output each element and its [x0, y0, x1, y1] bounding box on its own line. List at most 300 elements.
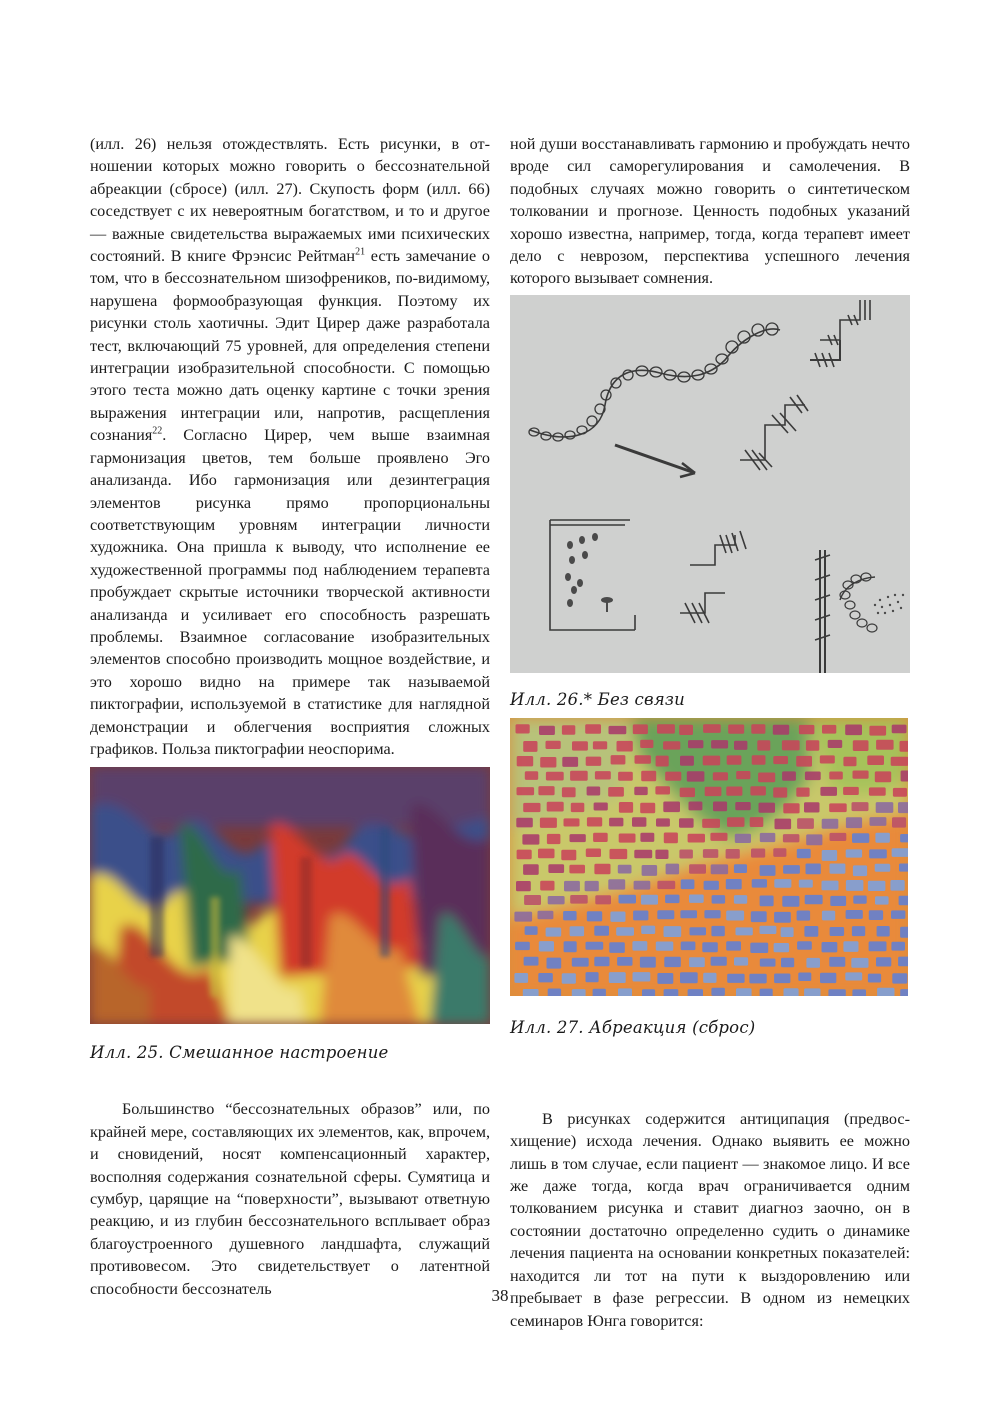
page-number: 38 [491, 1286, 509, 1305]
mosaic-tile [681, 942, 696, 951]
mosaic-tile [830, 896, 846, 906]
mosaic-tile [619, 895, 637, 904]
mosaic-tile [593, 989, 606, 996]
mosaic-tile [711, 740, 728, 748]
mosaic-tile [893, 788, 907, 797]
mosaic-tile [664, 833, 678, 844]
mosaic-tile [594, 864, 610, 875]
mosaic-tile [657, 724, 675, 733]
mosaic-tile [586, 849, 601, 858]
mosaic-tile [822, 725, 836, 734]
mosaic-tile [618, 772, 633, 781]
paragraph: В рисунках содержится антиципация (предвосхищение) исхода лечения. Однако выявить ее можно лишь в том случае, если пациент — знакомое лицо. И все же даже тогда, когда врач ограничивается одним толкованием рисунка и ставит диагноз заочно, он в состоянии достаточно определенно судить о динамике лечения пациента на основании конкретных показателей: находится ли тот на пути к выздоровлению или пребывает в фазе регрессии. В одном из немецких семинаров Юнга говорится: [510, 1109, 910, 1330]
mosaic-tile [632, 817, 646, 827]
mosaic-tile [877, 988, 894, 996]
mosaic-tile [774, 943, 790, 952]
mosaic-tile [891, 942, 905, 951]
mosaic-tile [524, 957, 539, 966]
mosaic-tile [572, 741, 588, 750]
mosaic-tile [853, 771, 869, 779]
mosaic-tile [784, 988, 799, 996]
mosaic-tile [752, 879, 767, 888]
mosaic-tile [517, 756, 534, 766]
mosaic-tile [595, 771, 611, 779]
mosaic-tile [852, 833, 869, 843]
mosaic-tile [798, 973, 811, 982]
mosaic-tile [641, 895, 658, 905]
mosaic-tile [781, 958, 794, 968]
mosaic-tile [594, 803, 608, 811]
mosaic-tile [546, 928, 562, 937]
mosaic-tile [846, 849, 862, 857]
mosaic-tile [853, 740, 869, 751]
mosaic-tile [562, 973, 576, 983]
mosaic-tile [900, 927, 908, 938]
mosaic-tile [656, 942, 674, 951]
mosaic-tile [806, 864, 821, 875]
mosaic-tile [750, 817, 764, 827]
mosaic-tile [687, 771, 705, 781]
mosaic-tile [564, 941, 577, 952]
mosaic-tile [680, 756, 694, 766]
mosaic-tile [828, 989, 845, 996]
mosaic-tile [867, 756, 884, 766]
mosaic-tile [782, 740, 800, 750]
mosaic-tile [869, 726, 886, 736]
mosaic-tile [734, 864, 747, 873]
mosaic-tile [594, 957, 609, 967]
mosaic-tile [634, 787, 647, 795]
mosaic-tile [665, 895, 679, 904]
mosaic-tile [633, 972, 651, 981]
mosaic-tile [570, 771, 588, 781]
mosaic-tile [523, 864, 539, 875]
mosaic-tile [657, 881, 675, 889]
mosaic-tile [561, 850, 576, 861]
illustration-25 [90, 767, 490, 1024]
mosaic-tile [656, 818, 670, 826]
mosaic-tile [774, 912, 791, 923]
mosaic-tile [689, 802, 703, 811]
mosaic-tile [822, 881, 839, 891]
mosaic-tile [569, 865, 585, 874]
mosaic-tile [774, 974, 790, 984]
mosaic-tile [843, 757, 856, 767]
mosaic-tile [548, 896, 565, 904]
paragraph: (илл. 26) нельзя отождествлять. Есть рисунки, в отношении которых можно говорить о бессознательной абреакции (сбросе) (илл. 27). Скупость форм (илл. 66) соседствует с их невероятным богатством, и то и другое — важные свидетельства выражаемых ими психических состояний. В книге Фрэнсис Рейтман$^{21}$ есть замечание о том, что в бессознательном шизофреников, по-видимому, нарушена формообразующая функция. Поэтому их рисунки столь хаотичны. Эдит Цирер даже разработала тест, включающий 75 уровней, для определения степени интеграции изобразительной способности. С помощью этого теста можно дать оценку картине с точки зрения выражения интеграции или, напротив, расщепления сознания$^{22}$. Согласно Цирер, чем выше взаимная гармонизация цветов, тем больше проявлено Эго анализанда. Ибо гармонизация или дезинтеграция элементов рисунка прямо пропорциональны соответствующим уровням интеграции личности художника. Она пришла к выводу, что исполнение ее художественной программы под наблюдением терапевта пробуждает скрытые источники творческой активности анализанда и усиливает его способность разрешать проблемы. Взаимное согласование изобразительных элементов способно производить мощное воздействие, и это хорошо видно на примере так называемой пиктографии, используемой в статистике для наглядной демонстрации и облегчения восприятия сложных графиков. Польза пиктографии неоспорима. [90, 135, 490, 758]
mosaic-tile [727, 974, 744, 983]
mosaic-tile [892, 817, 906, 827]
mosaic-tile [783, 803, 799, 813]
mosaic-tile [618, 865, 632, 874]
mosaic-tile [899, 896, 908, 906]
mosaic-tile [734, 957, 748, 965]
mosaic-tile [797, 911, 811, 921]
mosaic-tile [633, 911, 648, 921]
mosaic-tile [805, 772, 821, 781]
mosaic-tile [666, 864, 680, 875]
mosaic-tile [782, 771, 796, 780]
mosaic-tile [562, 725, 575, 735]
mosaic-tile [593, 833, 608, 842]
mosaic-tile [609, 972, 626, 983]
mosaic-tile [523, 741, 537, 752]
mosaic-tile [869, 941, 887, 951]
mosaic-tile [751, 911, 767, 922]
mosaic-tile [586, 942, 604, 950]
watercolor-painting [90, 767, 490, 1024]
mosaic-tile [806, 740, 819, 751]
mosaic-tile [806, 958, 820, 968]
mosaic-tile [845, 725, 862, 736]
mosaic-tile [642, 989, 655, 996]
mosaic-tile [689, 864, 706, 873]
mosaic-tile [891, 757, 908, 766]
mosaic-tile [690, 927, 707, 935]
mosaic-tile [736, 988, 752, 996]
mosaic-tile [703, 756, 721, 766]
mosaic-tile [774, 879, 791, 888]
mosaic-tile [797, 818, 814, 829]
mosaic-tile [736, 927, 753, 935]
mosaic-tile [679, 850, 693, 859]
mosaic-tile [704, 910, 720, 918]
mosaic-tile [758, 773, 775, 783]
mosaic-tile [515, 942, 530, 950]
mosaic-tile [594, 926, 609, 936]
mosaic-tile [734, 741, 747, 750]
mosaic-tile [853, 865, 867, 876]
mosaic-tile [679, 818, 694, 828]
mosaic-tile [822, 819, 839, 829]
mosaic-tile [853, 896, 866, 904]
mosaic-tile [750, 786, 766, 795]
illustration-27 [510, 718, 908, 996]
mosaic-tile [891, 910, 905, 919]
mosaic-tile [711, 926, 724, 936]
mosaic-tile [616, 927, 634, 936]
mosaic-tile [869, 910, 883, 920]
mosaic-tile [843, 941, 858, 952]
mosaic-tile [619, 834, 636, 843]
mosaic-tile [585, 724, 601, 734]
mosaic-tile [547, 802, 564, 812]
mosaic-tile [726, 879, 742, 889]
mosaic-tile [641, 771, 656, 782]
mosaic-tile [539, 726, 555, 735]
footnote-ref-22[interactable]: 22 [152, 425, 163, 437]
mosaic-tile [799, 725, 815, 734]
mosaic-tile [640, 740, 653, 748]
mosaic-tile [898, 957, 908, 967]
mosaic-tile [898, 802, 908, 813]
mosaic-tile [735, 802, 750, 810]
mosaic-tile [546, 772, 564, 781]
mosaic-tile [877, 926, 890, 937]
mosaic-tile [843, 787, 859, 795]
mosaic-tile [540, 818, 557, 828]
mosaic-tile [608, 879, 625, 889]
mosaic-tile [538, 786, 554, 795]
mosaic-tile [736, 771, 750, 779]
mosaic-tile [752, 755, 766, 765]
mosaic-tile [538, 911, 554, 920]
mosaic-tile [617, 741, 633, 752]
mosaic-tile [522, 834, 539, 844]
mosaic-tile [632, 941, 647, 951]
mosaic-tile [806, 834, 822, 845]
mosaic-tile [540, 881, 554, 891]
mosaic-tile [611, 755, 626, 764]
mosaic-tile [727, 817, 745, 827]
mosaic-tile [564, 881, 580, 892]
mosaic-tile [562, 757, 578, 767]
mosaic-tile [799, 880, 813, 888]
mosaic-tile [830, 927, 845, 936]
mosaic-tile [711, 988, 725, 996]
mosaic-tile [726, 911, 744, 921]
mosaic-tile [663, 741, 680, 749]
mosaic-tile [688, 834, 705, 843]
illustration-26 [510, 295, 910, 673]
mosaic-tile [820, 973, 836, 983]
mosaic-tile [728, 725, 744, 734]
mosaic-tile [899, 864, 908, 872]
mosaic-tile [679, 725, 693, 735]
mosaic-tile [760, 989, 773, 996]
mosaic-tile [525, 771, 538, 780]
mosaic-tile [546, 741, 561, 749]
mosaic-tile [726, 787, 742, 796]
mosaic-tile [735, 834, 751, 843]
mosaic-tile [760, 896, 774, 907]
mosaic-tile [516, 881, 531, 891]
mosaic-tile [657, 910, 674, 919]
mosaic-tile [711, 957, 727, 966]
mosaic-tile [775, 819, 792, 830]
paragraph: ной души восстанавливать гармонию и пробуждать нечто вроде сил саморегулирования и самолечения. В подобных случаях можно говорить о синтетическом толковании и прогнозе. Ценность подобных указаний хорошо известна, например, тогда, когда терапевт имеет дело с неврозом, перспектива успешного лечения которого вызывает сомнения. [510, 135, 910, 288]
mosaic-tile [713, 802, 727, 812]
mosaic-tile [514, 973, 528, 983]
mosaic-tile [892, 848, 908, 857]
mosaic-tile [804, 926, 818, 937]
mosaic-tile [680, 972, 698, 983]
mosaic-tile [540, 757, 556, 768]
mosaic-tile [900, 989, 908, 996]
mosaic-tile [797, 941, 812, 950]
mosaic-tile [875, 833, 890, 843]
mosaic-tile [876, 802, 894, 813]
mosaic-tile [688, 989, 703, 996]
mosaic-tile [702, 942, 718, 952]
mosaic-tile [796, 788, 809, 797]
mosaic-tile [876, 740, 894, 750]
mosaic-tile [868, 974, 881, 983]
mosaic-tile [664, 926, 682, 937]
mosaic-tile [571, 803, 585, 812]
figure-caption-26: Илл. 26.* Без связи [510, 690, 685, 709]
mosaic-tile [617, 957, 632, 966]
mosaic-tile [782, 896, 799, 907]
mosaic-tile [547, 834, 561, 844]
figure-caption-27: Илл. 27. Абреакция (сброс) [510, 1018, 756, 1037]
mosaic-tile [570, 895, 588, 904]
mosaic-tile [727, 755, 742, 764]
mosaic-tile [713, 772, 728, 780]
mosaic-tile [587, 787, 601, 796]
mosaic-tile [665, 772, 681, 781]
mosaic-tile [539, 941, 554, 951]
mosaic-tile [829, 772, 843, 780]
mosaic-tile [703, 849, 718, 858]
mosaic-tile [734, 895, 747, 904]
mosaic-tile [642, 865, 658, 876]
mosaic-tile [640, 803, 655, 814]
mosaic-tile [547, 958, 562, 969]
mosaic-tile [524, 895, 541, 905]
mosaic-tile [680, 910, 697, 918]
mosaic-tile [760, 833, 776, 842]
mosaic-tile [869, 787, 886, 795]
mosaic-tile [609, 942, 625, 953]
mosaic-tile [892, 725, 907, 734]
mosaic-tile [640, 957, 656, 968]
left-column [90, 133, 490, 1300]
mosaic-tile [703, 973, 716, 983]
mosaic-tile [796, 756, 812, 767]
mosaic-tile [610, 849, 628, 859]
mosaic-tile [869, 849, 887, 858]
mosaic-tile [892, 973, 907, 983]
mosaic-tile [870, 817, 887, 826]
footnote-ref-21[interactable]: 21 [355, 246, 366, 258]
mosaic-tile [619, 802, 633, 813]
mosaic-tile [773, 756, 788, 764]
mosaic-tile [773, 787, 787, 797]
mosaic-tile [829, 957, 845, 967]
mosaic-tile [586, 757, 602, 766]
mosaic-tile [820, 787, 837, 796]
mosaic-tile [712, 895, 726, 904]
mosaic-tile [726, 849, 740, 859]
mosaic-tile [783, 834, 800, 842]
mosaic-tile [773, 725, 789, 735]
mosaic-tile [570, 834, 586, 842]
mosaic-tile [828, 740, 843, 748]
mosaic-tile [726, 941, 741, 950]
mosaic-tile [804, 802, 820, 812]
mosaic-tile [845, 972, 862, 980]
mosaic-tile [562, 787, 576, 797]
mosaic-tile [587, 911, 602, 921]
mosaic-tile [563, 911, 577, 920]
mosaic-tile [830, 833, 847, 841]
mosaic-tile [609, 726, 627, 734]
mosaic-tile [852, 802, 869, 811]
mosaic-tile [704, 881, 719, 890]
mosaic-tile [822, 942, 838, 952]
mosaic-tile [640, 833, 654, 842]
mosaic-tile [805, 895, 823, 904]
mosaic-tile [593, 741, 607, 749]
mosaic-tile [759, 803, 776, 813]
mosaic-tile [705, 787, 722, 796]
mosaic-tile [633, 724, 648, 734]
mosaic-tile [609, 818, 623, 827]
mosaic-tile [689, 957, 705, 967]
mosaic-tile [680, 788, 695, 798]
mosaic-tile [846, 880, 864, 891]
mosaic-tile [525, 926, 538, 935]
mosaic-tile [749, 974, 766, 984]
mosaic-painting [510, 718, 908, 996]
mosaic-tile [702, 819, 720, 828]
mosaic-tile [634, 850, 652, 859]
mosaic-tile [517, 850, 532, 860]
mosaic-tile [587, 817, 602, 826]
mosaic-tile [635, 755, 651, 764]
mosaic-tile [868, 881, 886, 891]
mosaic-tile [781, 927, 794, 937]
mosaic-tile [830, 864, 846, 874]
mosaic-tile [875, 864, 891, 872]
mosaic-tile [875, 896, 889, 904]
mosaic-tile [876, 957, 891, 966]
mosaic-tile [760, 865, 776, 876]
mosaic-tile [901, 771, 908, 782]
pencil-sketch [510, 295, 910, 673]
mosaic-tile [548, 989, 561, 997]
mosaic-tile [822, 850, 837, 861]
mosaic-tile [610, 912, 625, 922]
mosaic-tile [900, 741, 909, 752]
mosaic-tile [751, 849, 765, 858]
mosaic-tile [890, 880, 904, 891]
mosaic-tile [757, 740, 770, 750]
mosaic-tile [655, 786, 670, 794]
mosaic-tile [846, 817, 862, 828]
mosaic-tile [783, 865, 800, 874]
mosaic-tile [797, 849, 811, 858]
mosaic-tile [564, 818, 580, 826]
mosaic-tile [852, 989, 866, 996]
mosaic-tile [900, 834, 908, 842]
mosaic-tile [804, 988, 820, 996]
mosaic-tile [875, 771, 891, 782]
mosaic-tile [516, 724, 530, 733]
mosaic-tile [618, 988, 632, 996]
mosaic-tile [711, 864, 728, 874]
mosaic-tile [760, 926, 777, 934]
mosaic-tile [641, 926, 655, 934]
mosaic-tile [517, 787, 535, 795]
figure-caption-25: Илл. 25. Смешанное настроение [90, 1043, 389, 1062]
mosaic-tile [688, 740, 703, 748]
mosaic-tile [572, 958, 589, 967]
mosaic-tile [572, 989, 586, 996]
mosaic-tile [586, 972, 599, 982]
mosaic-tile [750, 943, 768, 953]
mosaic-tile [822, 911, 835, 921]
mosaic-tile [663, 802, 680, 813]
mosaic-tile [710, 833, 727, 841]
mosaic-tile [664, 989, 679, 996]
mosaic-tile [514, 912, 532, 922]
mosaic-tile [570, 926, 585, 936]
mosaic-tile [773, 848, 786, 857]
paragraph: Большинство “бессознательных образов” или, по крайней мере, составляющих их элементов, как, впрочем, и сновидений, носят компенсационный характер, восполняя содержания сознательной сферы. Сумятица и сумбур, царящие на “поверхности”, вызывают ответную реакцию, и из глубин бессознательного всплывает образ благоустроенного душевного ландшафта, служащий противовесом. Это свидетельствует о латентной способности бессознатель [90, 1100, 490, 1298]
mosaic-tile [820, 755, 835, 763]
